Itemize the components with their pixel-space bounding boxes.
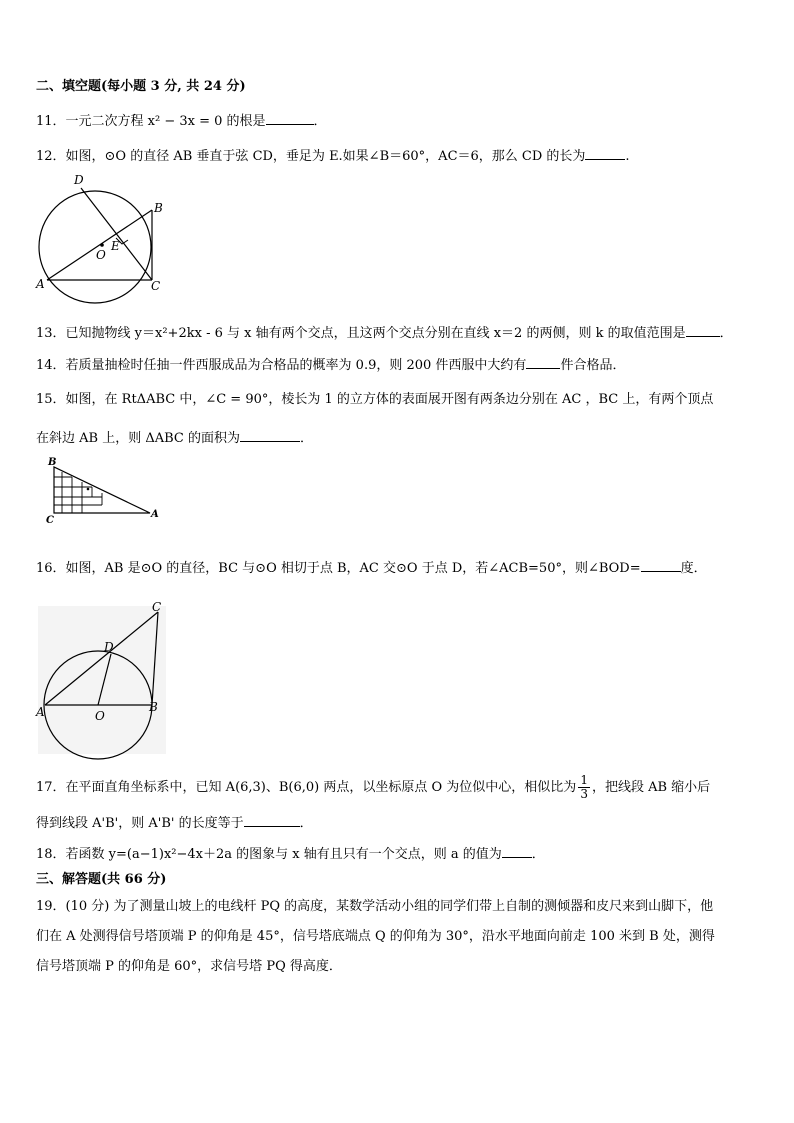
q12-text: 12．如图，⊙O 的直径 AB 垂直于弦 CD，垂足为 E.如果∠B＝60°，AC＝6，那么 CD 的长为 [36, 149, 586, 164]
q18-suffix: ． [531, 847, 545, 862]
question-15-line1: 15．如图，在 RtΔABC 中，∠C = 90°，棱长为 1 的立方体的表面展开图有两条边分别在 AC ，BC 上，有两个顶点 [36, 392, 714, 407]
q16-label-d: D [104, 640, 114, 654]
q16-circle-figure [34, 598, 174, 758]
q17-answer-blank[interactable] [244, 814, 300, 827]
question-11 [36, 112, 327, 130]
q16-text: 16．如图，AB 是⊙O 的直径，BC 与⊙O 相切于点 B，AC 交⊙O 于点 D，若∠ACB=50°，则∠BOD= [36, 561, 641, 576]
question-16 [36, 559, 707, 577]
question-19-line1: 19．(10 分) 为了测量山坡上的电线杆 PQ 的高度，某数学活动小组的同学们带上自制的测倾器和皮尺来到山脚下，他 [36, 899, 714, 914]
q13-suffix: ． [719, 326, 733, 341]
q16-answer-blank[interactable] [641, 559, 681, 572]
q11-answer-blank[interactable] [266, 112, 314, 125]
q15-label-b: B [48, 457, 57, 468]
q17-text: 17．在平面直角坐标系中，已知 A(6,3)、B(6,0) 两点，以坐标原点 O 为位似中心，相似比为 [36, 780, 577, 795]
question-14 [36, 356, 625, 374]
q12-label-d: D [74, 173, 84, 187]
q16-figure-background [38, 606, 166, 754]
q17-suffix: ． [299, 816, 313, 831]
q12-circle-figure [30, 168, 170, 298]
question-15-line2 [36, 429, 313, 447]
section2-heading: 二、填空题(每小题 3 分, 共 24 分) [36, 79, 246, 94]
q16-label-b: B [149, 700, 158, 714]
q15-label-c: C [46, 515, 54, 526]
q17-text-suffix: ，把线段 AB 缩小后 [591, 780, 711, 795]
q13-text: 13．已知抛物线 y＝x²+2kx - 6 与 x 轴有两个交点，且这两个交点分别在直线 x＝2 的两侧，则 k 的取值范围是 [36, 326, 686, 341]
q11-suffix: ． [313, 114, 327, 129]
q15-label-a: A [151, 509, 159, 520]
q16-suffix: 度． [680, 561, 707, 576]
q12-line-cd [81, 188, 152, 280]
q13-answer-blank[interactable] [686, 324, 720, 337]
question-19-line3: 信号塔顶端 P 的仰角是 60°，求信号塔 PQ 得高度． [36, 959, 342, 974]
q18-answer-blank[interactable] [502, 845, 532, 858]
q12-label-b: B [154, 201, 163, 215]
q12-suffix: . [625, 149, 630, 164]
q11-text: 11．一元二次方程 x² − 3x = 0 的根是 [36, 114, 266, 129]
question-17-line2 [36, 814, 313, 832]
section3-heading: 三、解答题(共 66 分) [36, 872, 167, 887]
q16-label-a: A [36, 705, 45, 719]
q15-text: 在斜边 AB 上，则 ΔABC 的面积为 [36, 431, 240, 446]
q15-triangle [54, 467, 150, 513]
question-12 [36, 147, 630, 165]
question-18 [36, 845, 545, 863]
q12-circle [39, 191, 151, 303]
q12-label-c: C [151, 279, 161, 293]
q15-suffix: ． [300, 431, 314, 446]
question-19-line2: 们在 A 处测得信号塔顶端 P 的仰角是 45°，信号塔底端点 Q 的仰角为 30°，沿水平地面向前走 100 米到 B 处，测得 [36, 929, 715, 944]
q12-center-dot [100, 243, 104, 247]
q18-text: 18．若函数 y=(a−1)x²−4x＋2a 的图象与 x 轴有且只有一个交点，则 a 的值为 [36, 847, 502, 862]
q12-label-e: E [111, 239, 120, 253]
q17-fraction-numerator: 1 [580, 773, 588, 787]
q14-text: 14．若质量抽检时任抽一件西服成品为合格品的概率为 0.9，则 200 件西服中大约有 [36, 358, 527, 373]
q12-answer-blank[interactable] [585, 147, 625, 160]
q15-answer-blank[interactable] [240, 429, 300, 442]
q16-label-o: O [95, 709, 105, 723]
q17-fraction-denominator: 3 [580, 787, 588, 801]
q12-line-ab [47, 210, 152, 280]
question-17-line1 [36, 774, 710, 801]
q12-label-o: O [96, 248, 106, 262]
q15-dot [87, 488, 90, 491]
q12-label-a: A [36, 277, 45, 291]
q17-fraction [578, 774, 590, 801]
question-13 [36, 324, 733, 342]
q17-line2-text: 得到线段 A'B'，则 A'B' 的长度等于 [36, 816, 244, 831]
q16-label-c: C [152, 600, 162, 614]
q14-suffix: 件合格品． [560, 358, 626, 373]
q15-triangle-figure [42, 455, 167, 527]
q14-answer-blank[interactable] [526, 356, 560, 369]
